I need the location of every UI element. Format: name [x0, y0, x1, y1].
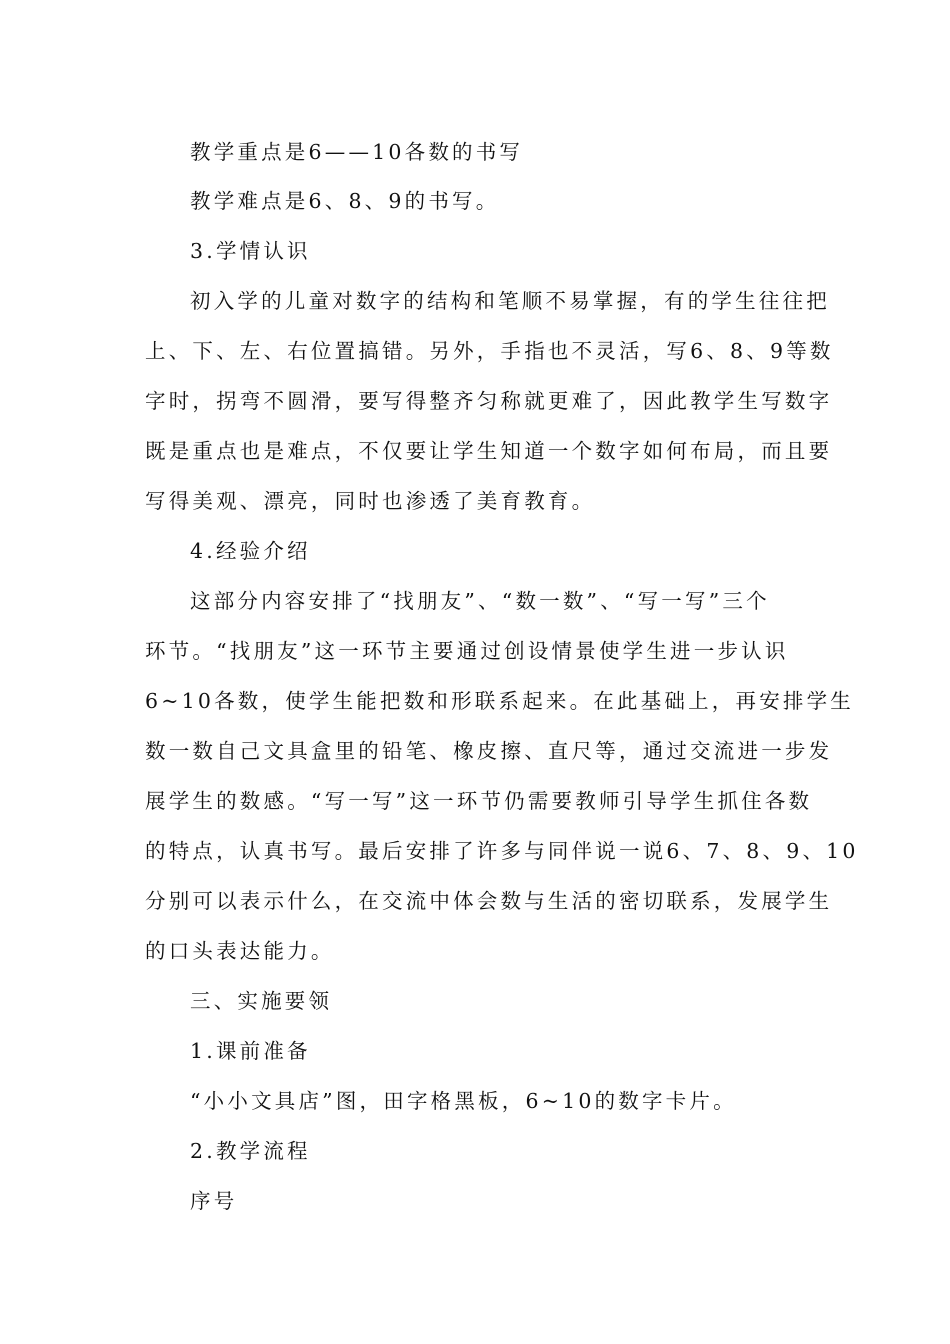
section-heading: 2.教学流程 — [190, 1139, 311, 1163]
paragraph-line: “小小文具店”图，田字格黑板，6~10的数字卡片。 — [190, 1089, 737, 1113]
paragraph-line: 字时，拐弯不圆滑，要写得整齐匀称就更难了，因此教学生写数字 — [145, 389, 833, 413]
paragraph-line: 初入学的儿童对数字的结构和笔顺不易掌握，有的学生往往把 — [190, 289, 830, 313]
section-heading: 4.经验介绍 — [190, 539, 311, 563]
paragraph-line: 写得美观、漂亮，同时也渗透了美育教育。 — [145, 489, 596, 513]
paragraph-line: 的特点，认真书写。最后安排了许多与同伴说一说6、7、8、9、10 — [145, 839, 859, 863]
paragraph-line: 环节。“找朋友”这一环节主要通过创设情景使学生进一步认识 — [145, 639, 789, 663]
paragraph-line: 分别可以表示什么，在交流中体会数与生活的密切联系，发展学生 — [145, 889, 833, 913]
text-line: 教学难点是6、8、9的书写。 — [190, 189, 500, 213]
paragraph-line: 这部分内容安排了“找朋友”、“数一数”、“写一写”三个 — [190, 589, 770, 613]
paragraph-line: 既是重点也是难点，不仅要让学生知道一个数字如何布局，而且要 — [145, 439, 833, 463]
paragraph-line: 展学生的数感。“写一写”这一环节仍需要教师引导学生抓住各数 — [145, 789, 813, 813]
paragraph-line: 上、下、左、右位置搞错。另外，手指也不灵活，写6、8、9等数 — [145, 339, 834, 363]
table-header-label: 序号 — [190, 1189, 238, 1213]
paragraph-line: 数一数自己文具盒里的铅笔、橡皮擦、直尺等，通过交流进一步发 — [145, 739, 833, 763]
section-heading: 1.课前准备 — [190, 1039, 311, 1063]
text-line: 教学重点是6——10各数的书写 — [190, 140, 524, 164]
section-heading: 3.学情认识 — [190, 239, 311, 263]
paragraph-line: 6~10各数，使学生能把数和形联系起来。在此基础上，再安排学生 — [145, 689, 855, 713]
section-heading: 三、实施要领 — [190, 989, 333, 1013]
paragraph-line: 的口头表达能力。 — [145, 939, 335, 963]
